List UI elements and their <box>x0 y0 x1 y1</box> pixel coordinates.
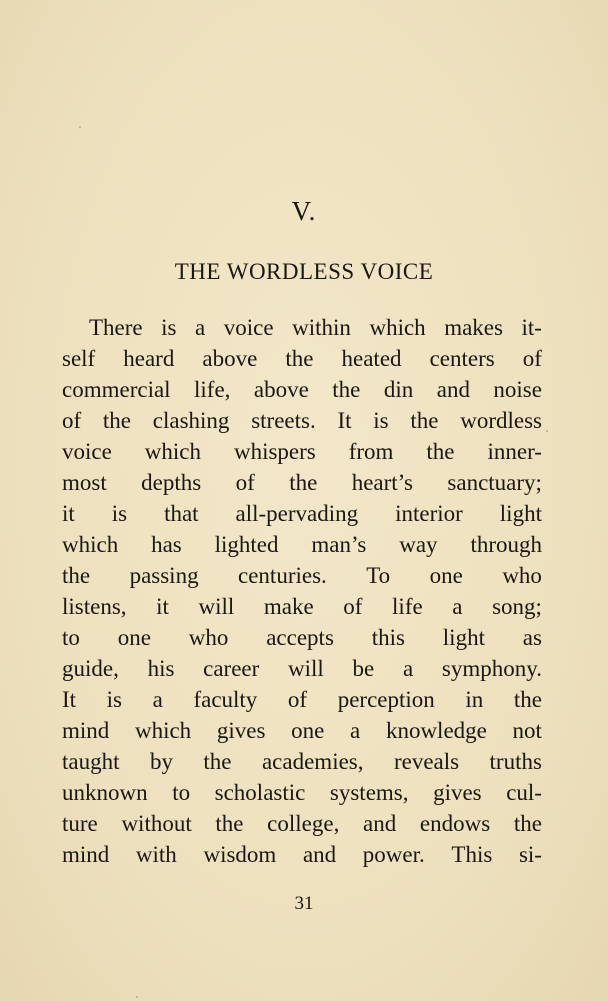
word: There <box>89 315 143 340</box>
word: that <box>164 501 199 526</box>
word: a <box>452 594 463 619</box>
text-line <box>62 343 542 374</box>
word: this <box>371 625 405 650</box>
word: and <box>436 377 470 402</box>
text-line <box>62 777 542 808</box>
word: mind <box>62 718 110 743</box>
word: centuries. <box>238 563 327 588</box>
text-line <box>62 684 542 715</box>
word: the <box>332 377 361 402</box>
word: above <box>202 346 258 371</box>
word: is <box>106 687 123 712</box>
text-line <box>62 405 542 436</box>
text-line <box>62 467 542 498</box>
word: the <box>203 749 232 774</box>
text-line <box>62 808 542 839</box>
word: gives <box>216 718 266 743</box>
word: be <box>352 656 375 681</box>
word: one <box>117 625 151 650</box>
word: si- <box>518 842 542 867</box>
word: is <box>111 501 128 526</box>
word: unknown <box>62 780 148 805</box>
word: to <box>172 780 191 805</box>
word: din <box>383 377 414 402</box>
word: perception <box>337 687 435 712</box>
word: without <box>121 811 192 836</box>
word: which <box>369 315 426 340</box>
word: interior <box>395 501 463 526</box>
word: academies, <box>261 749 364 774</box>
word: the <box>289 470 318 495</box>
word: will <box>198 594 235 619</box>
word: depths <box>141 470 202 495</box>
word: of <box>343 594 363 619</box>
word: passing <box>129 563 199 588</box>
word: knowledge <box>385 718 487 743</box>
word: of <box>62 408 82 433</box>
chapter-title: THE WORDLESS VOICE <box>174 259 434 284</box>
word: of <box>522 346 542 371</box>
word: To <box>366 563 391 588</box>
word: whispers <box>233 439 316 464</box>
text-line <box>62 746 542 777</box>
word: wisdom <box>203 842 277 867</box>
word: will <box>288 656 324 681</box>
word: This <box>451 842 493 867</box>
word: truths <box>489 749 542 774</box>
word: heard <box>123 346 175 371</box>
word: by <box>149 749 173 774</box>
word: it <box>156 594 169 619</box>
word: commercial <box>62 377 171 402</box>
word: wordless <box>460 408 542 433</box>
word: career <box>203 656 260 681</box>
word: it- <box>521 315 542 340</box>
word: not <box>512 718 542 743</box>
word: faculty <box>193 687 258 712</box>
text-line <box>62 653 542 684</box>
word: which <box>62 532 119 557</box>
chapter-number: V. <box>291 196 317 226</box>
word: man’s <box>311 532 367 557</box>
word: ture <box>62 811 98 836</box>
paper-speck <box>79 126 81 128</box>
word: college, <box>267 811 340 836</box>
word: most <box>62 470 107 495</box>
word: mind <box>62 842 110 867</box>
word: self <box>62 346 96 371</box>
text-line <box>62 622 542 653</box>
word: who <box>188 625 229 650</box>
word: lighted <box>214 532 279 557</box>
word: the <box>513 811 542 836</box>
word: which <box>144 439 201 464</box>
text-line <box>62 374 542 405</box>
word: voice <box>223 315 274 340</box>
word: and <box>302 842 337 867</box>
word: has <box>151 532 182 557</box>
word: guide, <box>62 656 119 681</box>
word: taught <box>62 749 120 774</box>
word: light <box>499 501 542 526</box>
text-line <box>62 312 542 343</box>
paper-speck <box>136 996 138 998</box>
word: endows <box>419 811 491 836</box>
word: accepts <box>266 625 334 650</box>
word: one <box>291 718 325 743</box>
word: is <box>161 315 177 340</box>
word: a <box>402 656 414 681</box>
text-line <box>62 436 542 467</box>
text-line <box>62 498 542 529</box>
word: of <box>287 687 308 712</box>
word: It <box>337 408 352 433</box>
word: symphony. <box>441 656 542 681</box>
word: power. <box>362 842 425 867</box>
word: It <box>62 687 77 712</box>
word: who <box>502 563 542 588</box>
word: in <box>465 687 484 712</box>
word: above <box>253 377 309 402</box>
word: heated <box>341 346 402 371</box>
word: a <box>195 315 206 340</box>
word: the <box>62 563 91 588</box>
word: streets. <box>251 408 316 433</box>
word: listens, <box>62 594 127 619</box>
word: makes <box>444 315 503 340</box>
word: the <box>215 811 244 836</box>
word: of <box>235 470 255 495</box>
body-paragraph <box>62 312 542 870</box>
word: is <box>373 408 389 433</box>
word: scholastic <box>214 780 306 805</box>
word: cul- <box>506 780 542 805</box>
word: the <box>513 687 542 712</box>
word: one <box>429 563 463 588</box>
word: voice <box>62 439 112 464</box>
word: which <box>134 718 192 743</box>
word: song; <box>492 594 542 619</box>
word: reveals <box>393 749 460 774</box>
word: from <box>348 439 394 464</box>
word: sanctuary; <box>447 470 542 495</box>
word: within <box>292 315 351 340</box>
text-line <box>62 529 542 560</box>
word: heart’s <box>351 470 414 495</box>
word: the <box>285 346 314 371</box>
word: life <box>392 594 423 619</box>
word: through <box>470 532 542 557</box>
word: a <box>152 687 163 712</box>
word: as <box>522 625 542 650</box>
text-line <box>62 591 542 622</box>
word: the <box>410 408 439 433</box>
word: way <box>399 532 438 557</box>
word: his <box>147 656 175 681</box>
word: systems, <box>329 780 409 805</box>
word: inner- <box>487 439 542 464</box>
word: a <box>350 718 361 743</box>
word: with <box>135 842 177 867</box>
word: and <box>363 811 397 836</box>
word: all-pervading <box>235 501 359 526</box>
word: light <box>442 625 485 650</box>
text-line <box>62 560 542 591</box>
text-line <box>62 715 542 746</box>
word: the <box>426 439 455 464</box>
word: centers <box>429 346 495 371</box>
page-number: 31 <box>294 893 314 914</box>
word: gives <box>433 780 482 805</box>
word: the <box>102 408 132 433</box>
word: life, <box>194 377 231 402</box>
paper-speck <box>546 430 548 432</box>
word: it <box>62 501 75 526</box>
word: make <box>263 594 314 619</box>
word: clashing <box>152 408 230 433</box>
text-line <box>62 839 542 870</box>
word: to <box>62 625 80 650</box>
word: noise <box>493 377 542 402</box>
